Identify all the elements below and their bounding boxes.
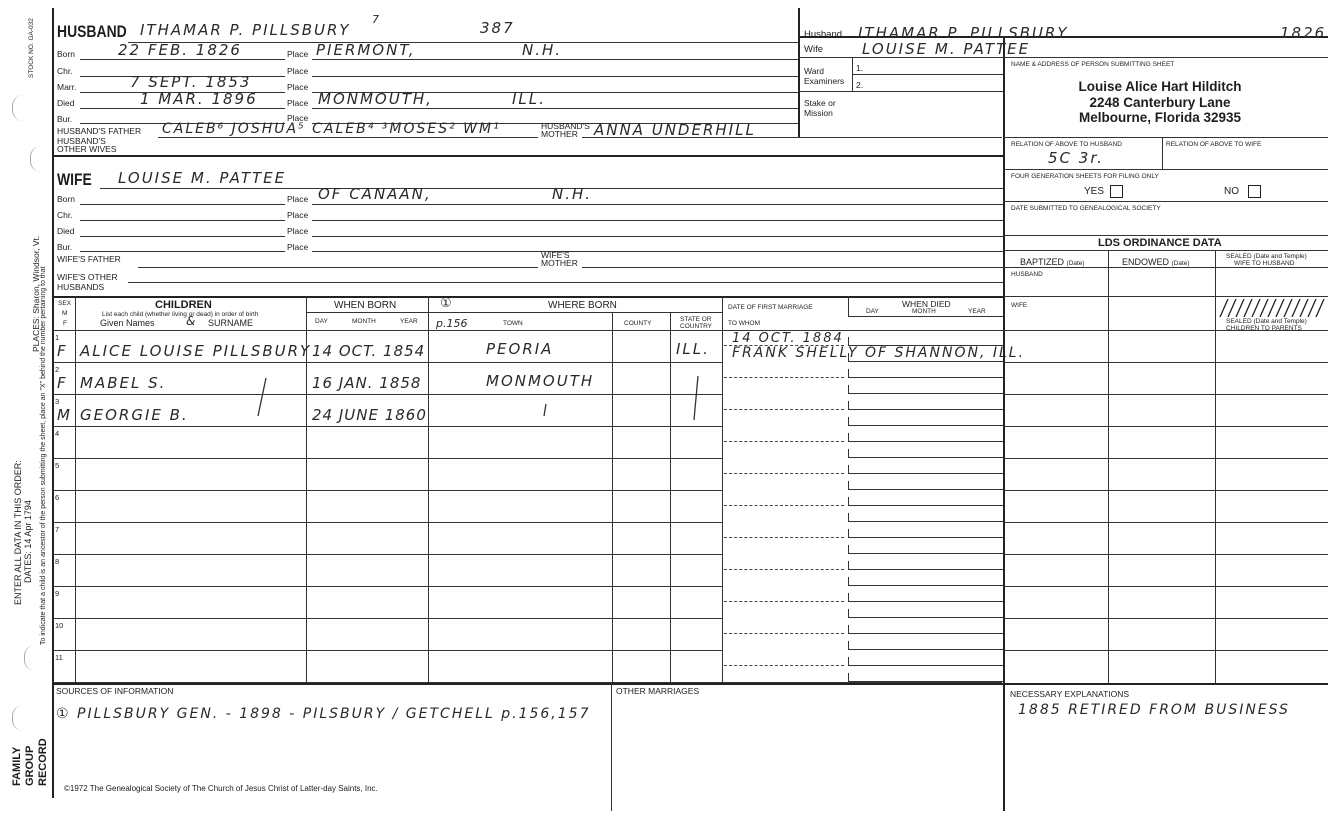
row-divider [1003,522,1328,523]
died-tick [848,385,849,393]
husbands-mother-label: HUSBAND'S MOTHER [541,121,590,139]
ward-label: Ward [804,66,824,76]
died-line [848,521,1003,522]
row-number: 10 [55,621,64,630]
child-name: MABEL S. [80,374,167,392]
row-divider [52,618,722,619]
child-born-state: ILL. [676,340,710,358]
died-date-line [848,665,1003,666]
child-born-date: 24 JUNE 1860 [312,406,427,424]
died-tick [848,481,849,489]
died-line [848,553,1003,554]
died-date-line [848,377,1003,378]
died-day-label: DAY [866,308,879,315]
top-divider [798,8,800,138]
born-label: Born [57,49,75,59]
county-label: COUNTY [624,320,652,327]
given-names-label: Given Names [100,318,155,328]
baptized-label: BAPTIZED (Date) [1020,257,1085,267]
row-divider [1003,618,1328,619]
stock-number: STOCK NO. GA-032 [28,18,35,78]
punch-hole [12,705,23,731]
place-label: Place [287,98,309,108]
children-heading: CHILDREN [155,299,212,311]
row-divider [1003,362,1328,363]
explanations-label: NECESSARY EXPLANATIONS [1010,689,1130,699]
when-born-label: WHEN BORN [334,300,397,311]
row-divider [52,650,722,651]
marriage-date-line [724,665,844,666]
died-date-line [848,569,1003,570]
first-marriage-label: DATE OF FIRST MARRIAGE [728,304,813,311]
died-tick [848,577,849,585]
husbands-father: CALEB⁶ JOSHUA⁵ CALEB⁴ ³MOSES² WM¹ [162,121,501,137]
row-number: 4 [55,429,60,438]
died-date-line [848,441,1003,442]
died-tick [848,433,849,441]
surname-label: SURNAME [208,318,254,328]
husband-died-town: MONMOUTH, [318,90,433,108]
row-divider [52,586,722,587]
row-divider [52,554,722,555]
died-tick [848,529,849,537]
yes-checkbox[interactable] [1110,185,1123,198]
where-born-label: WHERE BORN [548,300,617,311]
row-divider [1003,650,1328,651]
wife-name: LOUISE M. PATTEE [118,169,287,187]
right-divider [1003,36,1005,811]
died-tick [848,561,849,569]
husband-superscript: 7 [372,13,381,26]
places-instruction: PLACES: Sharon, Windsor, Vt. [31,235,41,352]
when-died-label: WHEN DIED [902,299,951,309]
husband-died-date: 1 MAR. 1896 [140,90,258,108]
relation-husband-label: RELATION OF ABOVE TO HUSBAND [1011,141,1122,148]
died-tick [848,625,849,633]
rp-husband-year: 1826 [1280,24,1327,42]
wifes-father-label: WIFE'S FATHER [57,254,121,264]
sources-value: ① PILLSBURY GEN. - 1898 - PILSBURY / GETCHELL p.156,157 [56,706,591,722]
row-divider [52,522,722,523]
submitter-city: Melbourne, Florida 32935 [1078,110,1242,125]
row-number: 3 [55,397,60,406]
child-spouse: FRANK SHELLY OF SHANNON, ILL. [732,345,1026,361]
ancestor-instruction: To indicate that a child is an ancestor of the person submitting the sheet, place an "X" behind the number pertaining to that [40,266,47,645]
wife-row-label: WIFE [1011,302,1028,309]
child-sex: F [57,374,68,392]
sealed-wife-label: SEALED (Date and Temple) WIFE TO HUSBAND [1226,253,1307,267]
marriage-date-line [724,377,844,378]
child-name: GEORGIE B. [80,406,189,424]
died-tick [848,593,849,601]
place-label: Place [287,194,309,204]
died-label: Died [57,98,75,108]
wifes-mother-label: WIFE'S MOTHER [541,250,578,268]
wifes-other-husbands-label: WIFE'S OTHER HUSBANDS [57,272,118,292]
relation-wife-label: RELATION OF ABOVE TO WIFE [1166,141,1262,148]
died-tick [848,401,849,409]
died-date-line [848,409,1003,410]
bur-label: Bur. [57,242,73,252]
form-title-record: RECORD [37,738,49,786]
marr-label: Marr. [57,82,77,92]
died-tick [848,609,849,617]
died-line [848,489,1003,490]
place-label: Place [287,210,309,220]
chr-label: Chr. [57,210,73,220]
died-tick [848,465,849,473]
child-sex: M [57,406,72,424]
state-label: STATE OR COUNTRY [680,316,713,330]
died-tick [848,513,849,521]
died-date-line [848,505,1003,506]
dates-instruction: DATES: 14 Apr 1794 [23,500,33,583]
row-divider [52,458,722,459]
row-number: 2 [55,365,60,374]
endowed-label: ENDOWED (Date) [1122,257,1190,267]
bur-label: Bur. [57,114,73,124]
died-tick [848,673,849,681]
died-date-line [848,633,1003,634]
died-tick [848,657,849,665]
list-note: List each child (whether living or dead) in order of birth [102,311,259,318]
rp-husband-name: ITHAMAR P. PILLSBURY [858,24,1069,42]
rp-wife-name: LOUISE M. PATTEE [862,40,1031,58]
sources-label: SOURCES OF INFORMATION [56,686,174,696]
submitter-heading: NAME & ADDRESS OF PERSON SUBMITTING SHEET [1011,61,1175,68]
husband-ref: 387 [480,19,515,37]
died-line [848,649,1003,650]
row-number: 8 [55,557,60,566]
to-whom-label: TO WHOM [728,320,761,327]
year-label: YEAR [400,318,418,325]
died-line [848,457,1003,458]
died-line [848,585,1003,586]
day-label: DAY [315,318,328,325]
died-label: Died [57,226,75,236]
child-born-town: PEORIA [486,340,554,358]
place-label: Place [287,242,309,252]
died-tick [848,449,849,457]
date-submitted-label: DATE SUBMITTED TO GENEALOGICAL SOCIETY [1011,205,1161,212]
relation-husband-value: 5C 3r. [1048,149,1104,167]
row-number: 5 [55,461,60,470]
died-tick [848,417,849,425]
other-marriages-label: OTHER MARRIAGES [616,686,700,696]
husbands-other-wives-label: HUSBAND'S OTHER WIVES [57,136,117,154]
stake-label-1: Stake or [804,98,836,108]
no-checkbox[interactable] [1248,185,1261,198]
marriage-date-line [724,441,844,442]
husbands-mother: ANNA UNDERHILL [594,121,756,139]
sex-m-label: M [62,310,68,317]
punch-hole [12,95,23,121]
husband-born-state: N.H. [522,41,563,59]
row-divider [1003,394,1328,395]
submitter-name: Louise Alice Hart Hilditch [1078,79,1242,94]
died-line [848,681,1003,682]
row-number: 6 [55,493,60,502]
sex-label: SEX [58,300,72,307]
husbands-father-label: HUSBAND'S FATHER [57,126,142,136]
row-number: 7 [55,525,60,534]
died-tick [848,337,849,345]
died-line [848,617,1003,618]
four-gen-label: FOUR GENERATION SHEETS FOR FILING ONLY [1011,173,1159,180]
died-tick [848,369,849,377]
ditto-marks [240,370,740,450]
marriage-date-line [724,569,844,570]
child-born-date: 16 JAN. 1858 [312,374,422,392]
husband-name: ITHAMAR P. PILLSBURY [140,21,351,39]
form-title-family: FAMILY [11,746,23,786]
examiner-1: 1. [856,63,864,73]
row-divider [1003,586,1328,587]
chr-label: Chr. [57,66,73,76]
died-tick [848,641,849,649]
marriage-date-line [724,409,844,410]
died-line [848,393,1003,394]
row-divider [52,490,722,491]
place-label: Place [287,226,309,236]
left-frame [52,8,54,798]
husband-heading: HUSBAND [57,22,127,41]
marriage-date-line [724,633,844,634]
born-label: Born [57,194,75,204]
died-tick [848,545,849,553]
town-label: TOWN [503,320,523,327]
died-date-line [848,473,1003,474]
punch-hole [24,645,35,671]
child-marriage-date: 14 OCT. 1884 [732,331,844,346]
place-label: Place [287,49,309,59]
copyright: ©1972 The Genealogical Society of The Church of Jesus Christ of Latter-day Saints, Inc. [64,784,378,793]
hatched-area [1218,299,1326,317]
rp-wife-label: Wife [804,44,823,55]
submitter-street: 2248 Canterbury Lane [1089,95,1231,110]
child-sex: F [57,342,68,360]
marriage-date-line [724,601,844,602]
wife-heading: WIFE [57,170,92,189]
died-year-label: YEAR [968,308,986,315]
husband-born-town: PIERMONT, [316,41,416,59]
marriage-date-line [724,473,844,474]
marriage-date-line [724,537,844,538]
husband-died-state: ILL. [512,90,546,108]
died-date-line [848,601,1003,602]
margin-note-page: p.156 [436,317,468,330]
lds-heading: LDS ORDINANCE DATA [1098,237,1222,249]
died-date-line [848,537,1003,538]
row-number: 1 [55,333,60,342]
row-divider [52,362,722,363]
examiner-2: 2. [856,80,864,90]
child-name: ALICE LOUISE PILLSBURY [80,342,312,360]
explanations-value: 1885 RETIRED FROM BUSINESS [1018,702,1290,718]
form-title-group: GROUP [24,745,36,786]
row-divider [1003,426,1328,427]
husband-marr-date: 7 SEPT. 1853 [130,73,252,91]
died-line [848,425,1003,426]
month-label: MONTH [352,318,376,325]
no-label: NO [1224,186,1239,197]
yes-label: YES [1084,186,1105,197]
sex-f-label: F [63,320,67,327]
died-month-label: MONTH [912,308,936,315]
died-line [848,361,1003,362]
place-label: Place [287,82,309,92]
margin-note-circle: ① [440,296,454,311]
husband-row-label: HUSBAND [1011,271,1043,278]
row-divider [1003,458,1328,459]
row-number: 9 [55,589,60,598]
place-label: Place [287,66,309,76]
rp-husband-label: Husband [804,29,843,40]
row-divider [1003,554,1328,555]
examiners-label: Examiners [804,76,845,86]
child-born-town: MONMOUTH [486,372,595,390]
enter-data-instruction: ENTER ALL DATA IN THIS ORDER: [13,460,23,605]
husband-born-date: 22 FEB. 1826 [118,41,242,59]
child-born-date: 14 OCT. 1854 [312,342,426,360]
marriage-date-line [724,505,844,506]
place-label: Place [287,113,309,123]
row-number: 11 [55,653,63,662]
punch-hole [30,146,41,172]
wife-born-state: N.H. [552,185,593,203]
wife-born-town: OF CANAAN, [318,185,432,203]
sealed-children-label: SEALED (Date and Temple) CHILDREN TO PARENTS [1226,318,1307,332]
row-divider [1003,490,1328,491]
died-tick [848,497,849,505]
stake-label-2: Mission [804,108,833,118]
